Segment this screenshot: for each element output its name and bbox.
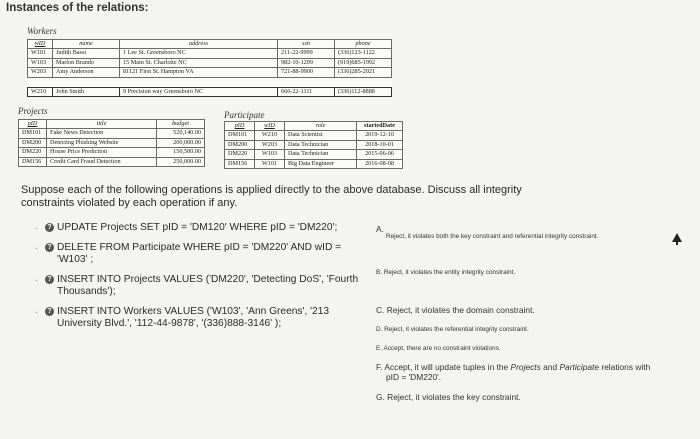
- workers-col-ssn: ssn: [278, 40, 335, 49]
- table-row: [19, 138, 205, 147]
- cell: DM220: [19, 148, 47, 157]
- table-row: [28, 87, 392, 96]
- question-icon: ?: [45, 275, 54, 284]
- dash-icon: -: [35, 223, 38, 233]
- cell: 2019-12-10: [357, 131, 403, 140]
- question-text: Suppose each of the following operations is applied directly to the above database. Discuss all integrity constraints violated by each operation if any.: [21, 184, 522, 209]
- cell: W101: [28, 49, 53, 58]
- table-row: [225, 159, 403, 168]
- cell: (919)685-1992: [335, 58, 392, 67]
- answer-f-projects: Projects: [510, 362, 541, 372]
- answer-f-suffix: relations with: [599, 362, 651, 372]
- cell: DM101: [225, 131, 255, 140]
- operation-update[interactable]: [35, 222, 357, 234]
- cell: Big Data Engineer: [285, 159, 357, 168]
- operation-text: DELETE FROM Participate WHERE pID = 'DM220' AND wID = 'W103' ;: [57, 242, 342, 265]
- answer-a-letter: A.: [376, 224, 384, 234]
- cell: 81121 First St. Hampton VA: [120, 68, 278, 77]
- table-row: [28, 68, 392, 77]
- cell: 15 Main St. Charlotte NC: [120, 58, 278, 67]
- projects-header-row: [19, 120, 205, 129]
- operation-text: UPDATE Projects SET pID = 'DM120' WHERE pID = 'DM220';: [57, 222, 338, 233]
- operation-insert-workers[interactable]: [35, 306, 347, 330]
- cell: 211-22-9999: [278, 49, 335, 58]
- projects-col-pid: pID: [19, 120, 47, 129]
- operation-insert-projects[interactable]: [35, 274, 367, 298]
- table-row: [225, 131, 403, 140]
- table-row: [28, 49, 392, 58]
- table-row: [225, 140, 403, 149]
- projects-table: [18, 119, 205, 167]
- workers-col-name: name: [53, 40, 120, 49]
- cell: 982-10-1209: [278, 58, 335, 67]
- answer-f-prefix: F. Accept, it will update tuples in the: [376, 362, 511, 372]
- operation-text: INSERT INTO Projects VALUES ('DM220', 'Detecting DoS', 'Fourth Thousands');: [57, 274, 359, 297]
- mouse-cursor-icon: [672, 233, 682, 242]
- participate-col-pid: pID: [225, 122, 255, 131]
- cell: 200,000.00: [157, 138, 205, 147]
- cell: 1 Lee St. Greensboro NC: [120, 49, 278, 58]
- workers-col-address: address: [120, 40, 278, 49]
- cell: (336)285-2021: [335, 68, 392, 77]
- participate-header-row: [225, 122, 403, 131]
- answer-f[interactable]: [376, 362, 696, 382]
- cell: W101: [255, 159, 285, 168]
- cell: Fake News Detection: [47, 129, 157, 138]
- answer-f-participate: Participate: [559, 362, 600, 372]
- cell: Detecting Phishing Website: [47, 138, 157, 147]
- cell: DM156: [225, 159, 255, 168]
- table-row: [28, 58, 392, 67]
- cell: 721-88-9900: [278, 68, 335, 77]
- dash-icon: -: [35, 243, 38, 253]
- operation-text: INSERT INTO Workers VALUES ('W103', 'Ann Greens', '213 University Blvd.', '112-44-9878', '(336)888-3146' );: [57, 306, 330, 329]
- cell: DM200: [19, 138, 47, 147]
- dash-icon: -: [35, 275, 38, 285]
- answer-f-line2: pID = 'DM220'.: [386, 372, 442, 382]
- participate-title: Participate: [224, 110, 265, 120]
- cell: Amy Anderson: [53, 68, 120, 77]
- answer-f-and: and: [540, 362, 560, 372]
- participate-col-role: role: [285, 122, 357, 131]
- cell: 2018-10-01: [357, 140, 403, 149]
- projects-title: Projects: [18, 106, 48, 116]
- question-icon: ?: [45, 243, 54, 252]
- answer-a[interactable]: Reject, it violates both the key constraint and referential integrity constraint.: [386, 233, 599, 240]
- cell: DM200: [225, 140, 255, 149]
- workers-title: Workers: [27, 26, 57, 36]
- answer-c[interactable]: C. Reject, it violates the domain constraint.: [376, 305, 535, 315]
- cell: W103: [28, 58, 53, 67]
- workers-col-phone: phone: [335, 40, 392, 49]
- cell: DM101: [19, 129, 47, 138]
- cell: Data Technician: [285, 140, 357, 149]
- cell: W103: [255, 150, 285, 159]
- cell: 250,000.00: [157, 157, 205, 166]
- projects-col-title: title: [47, 120, 157, 129]
- dash-icon: -: [35, 307, 38, 317]
- cell: Judith Bassi: [53, 49, 120, 58]
- cell: Data Scientist: [285, 131, 357, 140]
- operation-delete[interactable]: [35, 242, 357, 266]
- cell: 2015-06-06: [357, 150, 403, 159]
- cell: W210: [28, 87, 53, 96]
- cell: (336)112-8888: [335, 87, 392, 96]
- cell: DM220: [225, 150, 255, 159]
- question-icon: ?: [45, 223, 54, 232]
- cell: W210: [255, 131, 285, 140]
- cell: 2016-08-08: [357, 159, 403, 168]
- cell: House Price Prediction: [47, 148, 157, 157]
- cell: Credit Card Fraud Detection: [47, 157, 157, 166]
- cell: W203: [255, 140, 285, 149]
- participate-col-starteddate: startedDate: [357, 122, 403, 131]
- answer-d[interactable]: D. Reject, it violates the referential integrity constraint.: [376, 326, 529, 333]
- table-row: [19, 157, 205, 166]
- cell: DM156: [19, 157, 47, 166]
- cell: Data Technician: [285, 150, 357, 159]
- table-row: [225, 150, 403, 159]
- answer-e[interactable]: E. Accept, there are no constraint violations.: [376, 345, 501, 352]
- table-row: [19, 148, 205, 157]
- cell: 9 Precision way Greensboro NC: [120, 87, 278, 96]
- participate-col-wid: wID: [255, 122, 285, 131]
- workers-table: [27, 39, 392, 97]
- table-row: [19, 129, 205, 138]
- cell: 150,500.00: [157, 148, 205, 157]
- cell: 520,140.00: [157, 129, 205, 138]
- table-row: [28, 77, 392, 87]
- projects-col-budget: budget: [157, 120, 205, 129]
- question-icon: ?: [45, 307, 54, 316]
- cell: (336)123-1122: [335, 49, 392, 58]
- page-heading: Instances of the relations:: [6, 2, 149, 14]
- cell: John Smith: [53, 87, 120, 96]
- cell: 666-22-1111: [278, 87, 335, 96]
- answer-g[interactable]: G. Reject, it violates the key constraint.: [376, 392, 521, 402]
- workers-col-wid: wID: [28, 40, 53, 49]
- cell: W203: [28, 68, 53, 77]
- answer-b[interactable]: B. Reject, it violates the entity integrity constraint.: [376, 269, 516, 276]
- workers-header-row: [28, 40, 392, 49]
- participate-table: [224, 121, 403, 169]
- cell: Marlon Brando: [53, 58, 120, 67]
